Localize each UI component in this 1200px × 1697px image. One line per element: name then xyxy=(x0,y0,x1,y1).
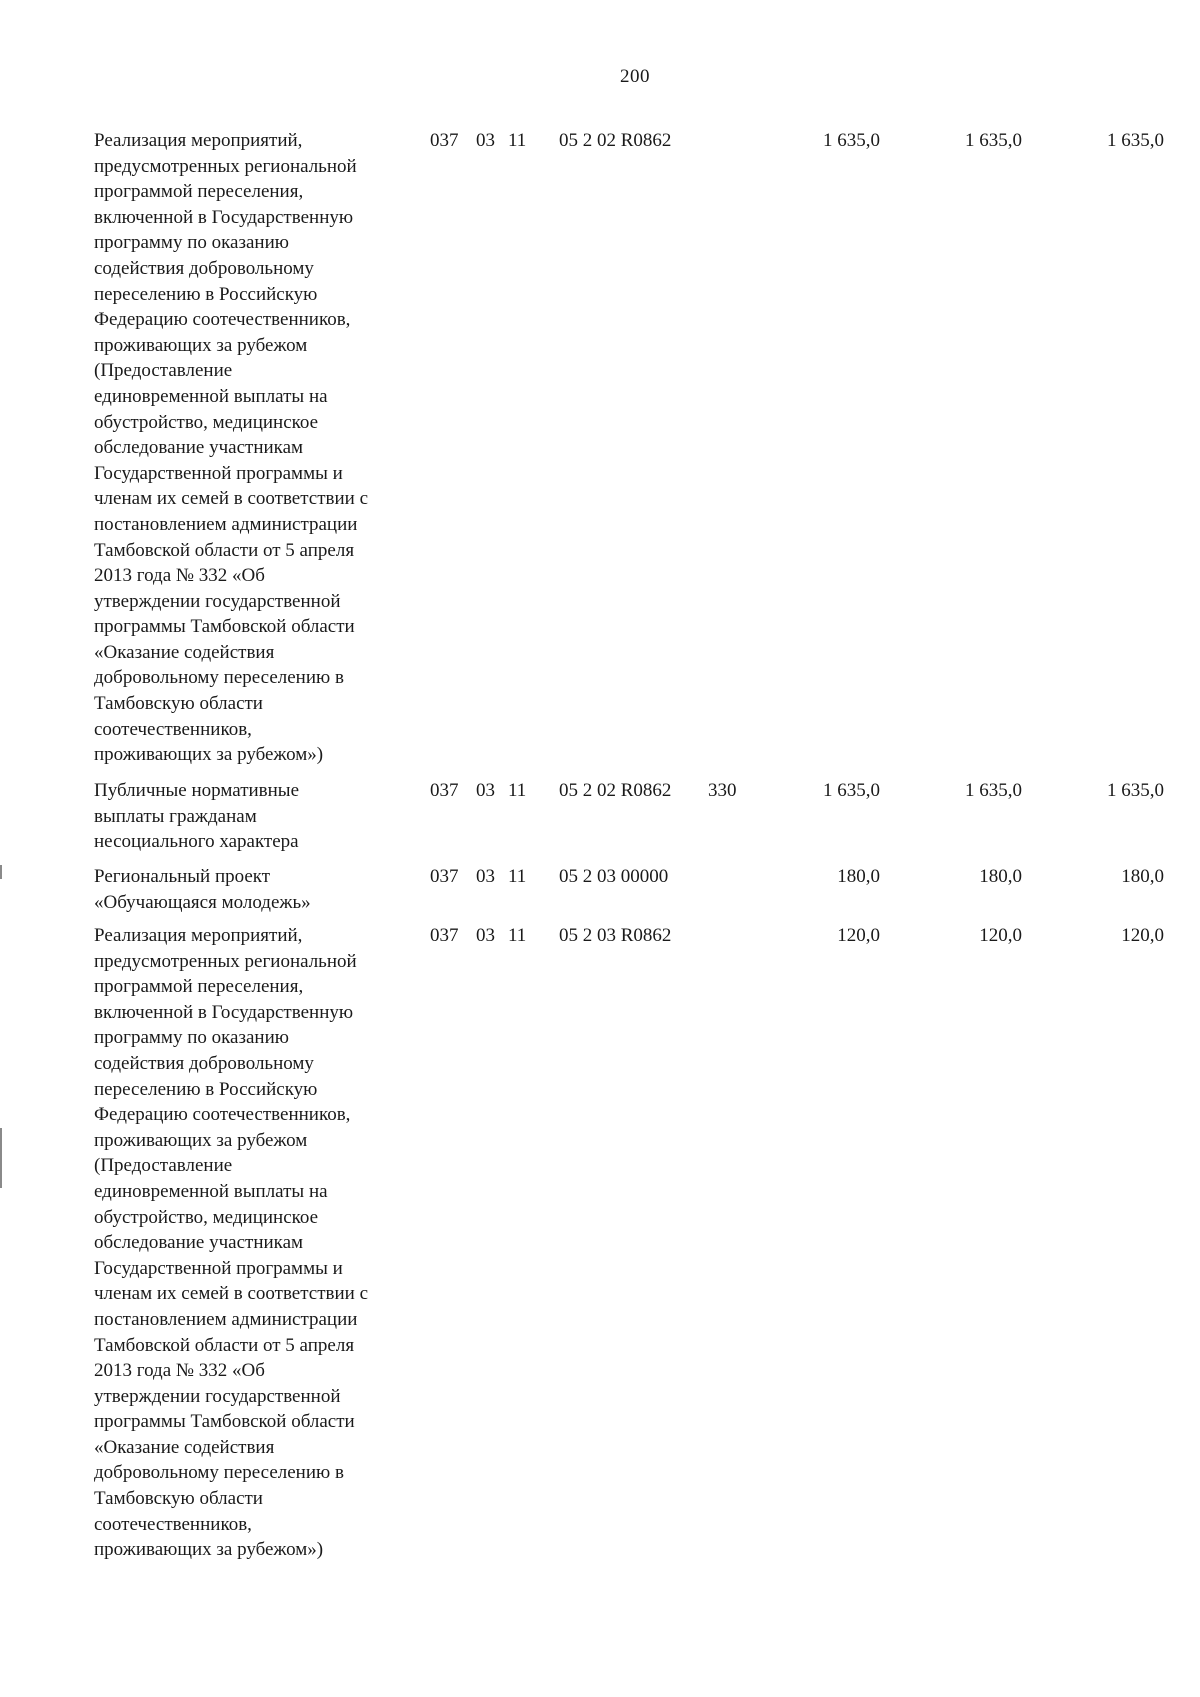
section-code: 03 xyxy=(476,130,495,151)
row-description: Реализация мероприятий, предусмотренных региональной программой переселения, включенной в Государственную программу по оказанию содействия добровольному переселению в Российскую Федерацию соотечественников, проживающих за рубежом (Предоставление единовременной выплаты на обустройство, медицинское обследование участникам Государственной программы и членам их семей в соответствии с постановлением администрации Тамбовской области от 5 апреля 2013 года № 332 «Об утверждении государственной программы Тамбовской области «Оказание содействия добровольному переселению в Тамбовскую области соотечественников, проживающих за рубежом») xyxy=(94,925,368,1561)
target-article-code: 05 2 03 00000 xyxy=(559,866,669,887)
amount-year-1: 1 635,0 xyxy=(823,130,880,151)
section-code: 03 xyxy=(476,780,495,801)
amount-year-2: 120,0 xyxy=(979,925,1022,946)
subsection-code: 11 xyxy=(508,780,527,801)
scan-edge-mark xyxy=(0,1128,2,1188)
amount-year-3: 1 635,0 xyxy=(1107,780,1164,801)
amount-year-1: 180,0 xyxy=(837,866,880,887)
subsection-code: 11 xyxy=(508,866,527,887)
ved-code: 037 xyxy=(430,925,459,946)
amount-year-3: 120,0 xyxy=(1121,925,1164,946)
row-description: Реализация мероприятий, предусмотренных региональной программой переселения, включенной в Государственную программу по оказанию содействия добровольному переселению в Российскую Федерацию соотечественников, проживающих за рубежом (Предоставление единовременной выплаты на обустройство, медицинское обследование участникам Государственной программы и членам их семей в соответствии с постановлением администрации Тамбовской области от 5 апреля 2013 года № 332 «Об утверждении государственной программы Тамбовской области «Оказание содействия добровольному переселению в Тамбовскую области соотечественников, проживающих за рубежом») xyxy=(94,130,368,766)
scan-edge-mark xyxy=(0,865,2,879)
page-number: 200 xyxy=(620,66,650,87)
section-code: 03 xyxy=(476,866,495,887)
expense-type-code: 330 xyxy=(708,780,737,801)
amount-year-2: 1 635,0 xyxy=(965,130,1022,151)
ved-code: 037 xyxy=(430,866,459,887)
amount-year-2: 180,0 xyxy=(979,866,1022,887)
amount-year-3: 180,0 xyxy=(1121,866,1164,887)
target-article-code: 05 2 03 R0862 xyxy=(559,925,672,946)
amount-year-3: 1 635,0 xyxy=(1107,130,1164,151)
target-article-code: 05 2 02 R0862 xyxy=(559,130,672,151)
amount-year-2: 1 635,0 xyxy=(965,780,1022,801)
row-description: Региональный проект «Обучающаяся молодежь» xyxy=(94,866,311,913)
row-description: Публичные нормативные выплаты гражданам несоциального характера xyxy=(94,780,300,853)
target-article-code: 05 2 02 R0862 xyxy=(559,780,672,801)
subsection-code: 11 xyxy=(508,130,527,151)
subsection-code: 11 xyxy=(508,925,527,946)
amount-year-1: 1 635,0 xyxy=(823,780,880,801)
section-code: 03 xyxy=(476,925,495,946)
ved-code: 037 xyxy=(430,780,459,801)
ved-code: 037 xyxy=(430,130,459,151)
amount-year-1: 120,0 xyxy=(837,925,880,946)
